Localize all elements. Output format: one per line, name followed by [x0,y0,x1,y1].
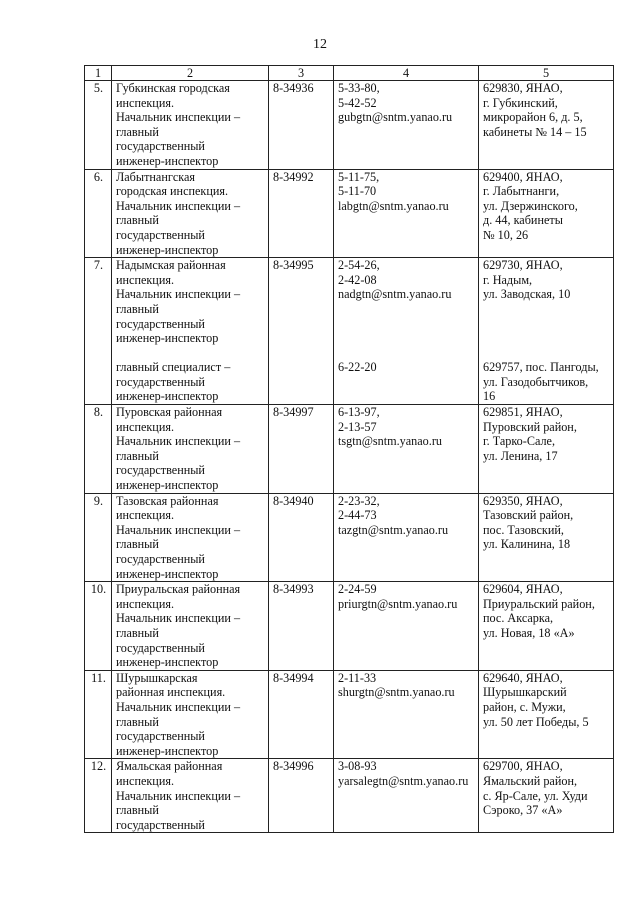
address-line: микрорайон 6, д. 5, [483,110,583,125]
row-spacer [116,346,265,361]
row-number-cell [85,258,112,405]
phone-code-cell [269,169,334,258]
address-cell [479,258,614,405]
contact-line: 5-11-75, [338,169,380,184]
address-line: 629350, ЯНАО, [483,493,563,508]
contacts-cell [334,582,479,671]
inspection-name-line: государственный [116,552,205,566]
address-line: ул. Новая, 18 «А» [483,625,575,640]
row-number: 6. [93,169,104,184]
inspection-name-cell [112,258,269,405]
column-header-3: 3 [269,66,334,81]
inspection-name-cell [112,493,269,582]
table-row [85,759,614,833]
inspection-name-line: Пуровская районная [116,405,223,420]
contacts-cell [334,258,479,405]
inspection-name-line: инспекция. [116,272,175,287]
contact-line: 2-54-26, [338,258,380,273]
row-spacer [338,302,475,317]
table-row [85,81,614,170]
inspection-name-line: Губкинская городская [116,81,230,95]
inspection-name-line: Начальник инспекции – [116,699,241,714]
inspection-name-line: государственный [116,316,205,331]
address-line: 629640, ЯНАО, [483,670,563,685]
row-number-cell [85,582,112,671]
address-line: г. Тарко-Сале, [483,434,555,449]
inspection-name-line: Начальник инспекции – [116,434,241,449]
contacts-cell [334,405,479,494]
contact-line: 2-44-73 [338,508,377,523]
inspection-name-cell [112,670,269,759]
contact-line: tsgtn@sntm.yanao.ru [338,434,442,449]
address-line: ул. Газодобытчиков, [483,374,589,389]
inspection-name-line: Шурышкарская [116,670,198,685]
inspection-name-line: государственный [116,729,205,744]
inspection-name-line: государственный [116,139,205,154]
inspection-name-line: городская инспекция. [116,184,229,199]
inspection-name-line: инженер-инспектор [116,566,219,581]
inspection-name-line: Начальник инспекции – [116,788,241,803]
contact-line: gubgtn@sntm.yanao.ru [338,110,453,125]
position-title-line: государственный [116,374,205,389]
address-line: г. Губкинский, [483,95,558,110]
inspection-name-line: инспекция. [116,508,175,523]
row-spacer [338,317,475,332]
phone-code: 8-34940 [273,493,314,508]
phone-code-cell [269,405,334,494]
contact-line: 2-11-33 [338,670,377,685]
address-line: ул. Ленина, 17 [483,448,558,463]
address-line: 629700, ЯНАО, [483,759,563,774]
inspection-name-line: Тазовская районная [116,493,219,508]
contact-line: 5-33-80, [338,81,380,95]
phone-code: 8-34996 [273,759,314,774]
address-cell [479,405,614,494]
contact-line: 6-22-20 [338,360,377,375]
contact-line: 2-24-59 [338,582,377,597]
inspection-name-line: инспекция. [116,95,175,110]
table-row [85,169,614,258]
address-cell [479,493,614,582]
address-line: пос. Тазовский, [483,522,564,537]
inspection-name-line: главный [116,124,159,139]
address-line: г. Лабытнанги, [483,184,560,199]
inspection-name-line: инженер-инспектор [116,743,219,758]
inspection-name-line: главный [116,213,159,228]
inspection-name-line: Начальник инспекции – [116,611,241,626]
address-line: 629851, ЯНАО, [483,405,563,420]
contact-line: shurgtn@sntm.yanao.ru [338,685,455,700]
contact-line: 2-42-08 [338,272,377,287]
row-spacer [338,346,475,361]
inspection-name-cell [112,169,269,258]
phone-code: 8-34993 [273,582,314,597]
inspection-name-line: государственный [116,227,205,242]
inspection-name-line: Начальник инспекции – [116,522,241,537]
inspection-name-line: Приуральская районная [116,582,241,597]
contact-line: tazgtn@sntm.yanao.ru [338,522,449,537]
contact-line: yarsalegtn@sntm.yanao.ru [338,773,469,788]
inspection-name-line: главный [116,301,159,316]
address-line: Шурышкарский [483,685,567,700]
phone-code: 8-34992 [273,169,314,184]
inspection-name-line: инженер-инспектор [116,655,219,670]
address-line: с. Яр-Сале, ул. Худи [483,788,588,803]
contact-line: 5-11-70 [338,184,377,199]
row-spacer [338,331,475,346]
inspection-name-line: Ямальская районная [116,759,223,774]
contacts-cell [334,759,479,833]
phone-code: 8-34995 [273,258,314,273]
address-line: ул. Дзержинского, [483,198,578,213]
address-cell [479,81,614,170]
address-line: 629730, ЯНАО, [483,258,563,273]
inspection-name-line: Надымская районная [116,258,226,273]
inspection-name-line: инспекция. [116,596,175,611]
contacts-cell [334,493,479,582]
address-line: пос. Аксарка, [483,611,554,626]
row-number: 10. [90,582,107,597]
row-spacer [483,346,610,361]
address-cell [479,759,614,833]
contact-line: labgtn@sntm.yanao.ru [338,198,449,213]
inspection-name-cell [112,582,269,671]
row-number: 5. [93,81,104,95]
row-number-cell [85,169,112,258]
address-cell [479,582,614,671]
address-line: Тазовский район, [483,508,574,523]
address-line: 629757, пос. Пангоды, [483,360,599,375]
phone-code-cell [269,670,334,759]
address-line: 16 [483,389,496,404]
inspection-name-line: главный [116,625,159,640]
inspection-name-line: инспекция. [116,773,175,788]
inspection-name-line: Начальник инспекции – [116,110,241,125]
address-line: 629400, ЯНАО, [483,169,563,184]
row-number-cell [85,405,112,494]
address-line: Пуровский район, [483,419,577,434]
inspections-table [84,65,614,833]
inspection-name-line: Лабытнангская [116,169,196,184]
inspection-name-line: главный [116,714,159,729]
inspection-name-line: инспекция. [116,419,175,434]
phone-code-cell [269,493,334,582]
inspection-name-cell [112,81,269,170]
contact-line: 3-08-93 [338,759,377,774]
table-row [85,582,614,671]
row-number: 8. [93,405,104,420]
address-line: Сэроко, 37 «А» [483,803,563,818]
address-line: ул. 50 лет Победы, 5 [483,714,589,729]
phone-code-cell [269,759,334,833]
row-spacer [483,331,610,346]
inspection-name-line: инженер-инспектор [116,478,219,493]
address-cell [479,670,614,759]
phone-code: 8-34994 [273,670,314,685]
contacts-cell [334,169,479,258]
column-header-5: 5 [479,66,614,81]
row-number-cell [85,670,112,759]
phone-code-cell [269,582,334,671]
position-title-line: инженер-инспектор [116,389,219,404]
inspection-name-line: главный [116,803,159,818]
address-line: 629830, ЯНАО, [483,81,563,95]
table-header-row [85,66,614,81]
inspection-name-line: инженер-инспектор [116,153,219,168]
address-line: район, с. Мужи, [483,699,566,714]
phone-code-cell [269,81,334,170]
position-title-line: главный специалист – [116,360,231,375]
table-row [85,405,614,494]
column-header-2: 2 [112,66,269,81]
inspection-name-line: главный [116,537,159,552]
inspection-name-line: районная инспекция. [116,685,226,700]
address-line: кабинеты № 14 – 15 [483,124,587,139]
row-number: 7. [93,258,104,273]
inspection-name-line: инженер-инспектор [116,331,219,346]
inspection-name-cell [112,405,269,494]
address-line: ул. Калинина, 18 [483,537,571,552]
phone-code: 8-34936 [273,81,314,95]
phone-code-cell [269,258,334,405]
contact-line: 2-13-57 [338,419,377,434]
row-number-cell [85,759,112,833]
address-line: Ямальский район, [483,773,578,788]
page-number: 12 [313,37,327,52]
inspection-name-line: главный [116,448,159,463]
contact-line: 6-13-97, [338,405,380,420]
inspection-name-line: Начальник инспекции – [116,198,241,213]
contacts-cell [334,670,479,759]
column-header-4: 4 [334,66,479,81]
address-line: Приуральский район, [483,596,595,611]
address-line: № 10, 26 [483,227,529,242]
table-row [85,670,614,759]
row-number: 11. [91,670,106,685]
inspection-name-line: государственный [116,817,205,832]
contact-line: 2-23-32, [338,493,380,508]
contact-line: 5-42-52 [338,95,377,110]
address-line: ул. Заводская, 10 [483,287,571,302]
address-line: г. Надым, [483,272,533,287]
address-line: 629604, ЯНАО, [483,582,563,597]
inspection-name-line: государственный [116,640,205,655]
inspection-name-line: государственный [116,463,205,478]
row-number: 12. [90,759,107,774]
table-row [85,493,614,582]
inspection-name-line: инженер-инспектор [116,242,219,257]
address-line: д. 44, кабинеты [483,213,563,228]
inspection-name-cell [112,759,269,833]
contacts-cell [334,81,479,170]
row-number-cell [85,493,112,582]
address-cell [479,169,614,258]
phone-code: 8-34997 [273,405,314,420]
row-spacer [483,302,610,317]
row-number: 9. [93,493,104,508]
row-spacer [483,317,610,332]
row-number-cell [85,81,112,170]
column-header-1: 1 [85,66,112,81]
contact-line: priurgtn@sntm.yanao.ru [338,596,458,611]
contact-line: nadgtn@sntm.yanao.ru [338,287,452,302]
table-row [85,258,614,405]
inspection-name-line: Начальник инспекции – [116,287,241,302]
